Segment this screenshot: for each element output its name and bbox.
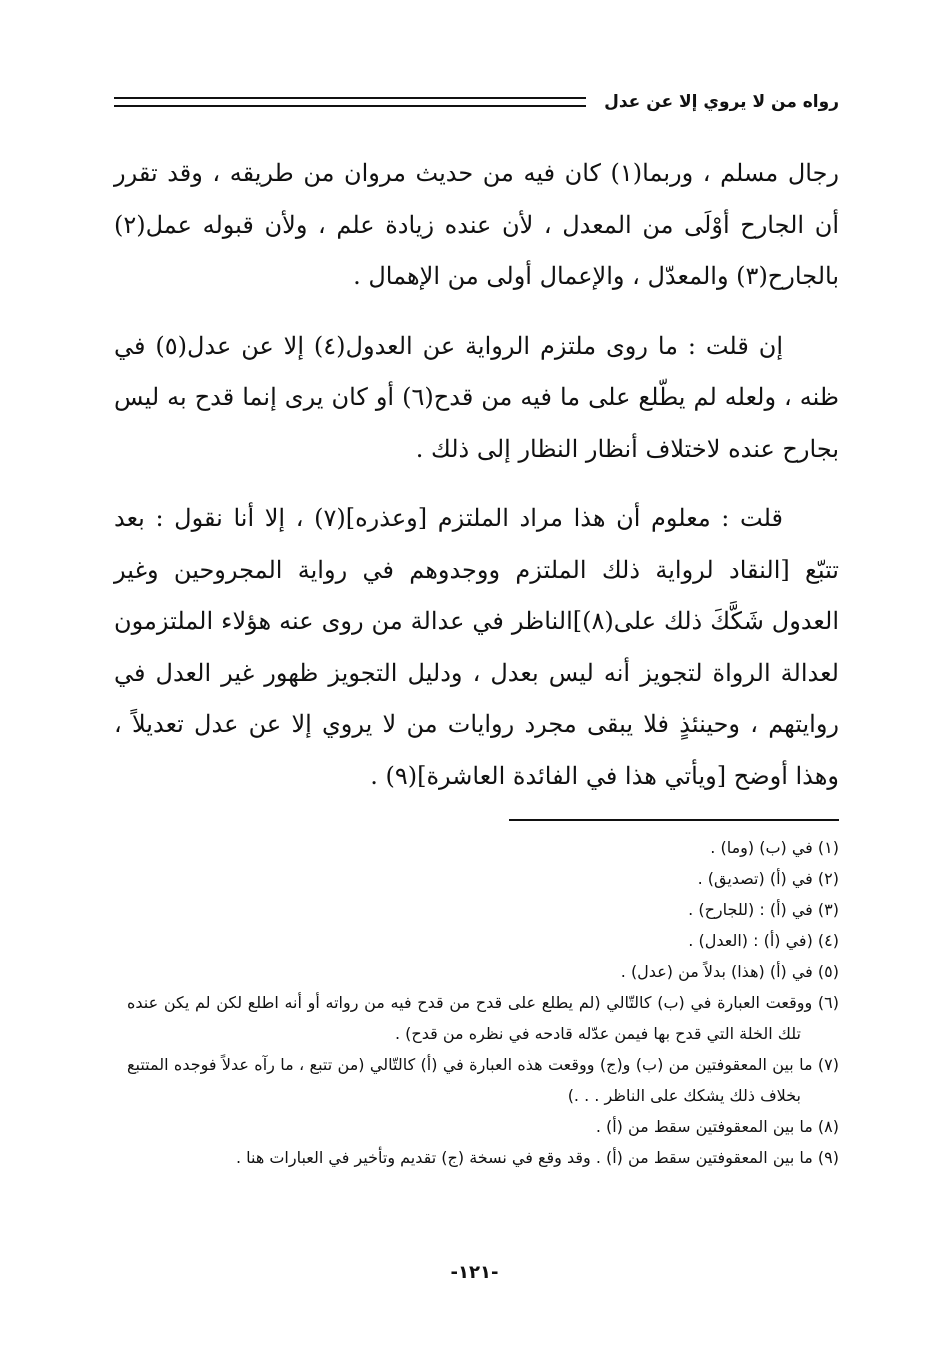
- body-paragraph: رجال مسلم ، وربما(١) كان فيه من حديث مروان من طريقه ، وقد تقرر أن الجارح أوْلَى من المعدل ، لأن عنده زيادة علم ، ولأن قبوله عمل(٢) بالجارح(٣) والمعدّل ، والإعمال أولى من الإهمال .: [114, 159, 839, 290]
- main-text: [114, 148, 839, 820]
- body-paragraph: قلت : معلوم أن هذا مراد الملتزم [وعذره](٧) ، إلا أنا نقول : بعد تتبّع [النقاد لرواية ذلك الملتزم ووجدوهم في رواية المجروحين وغير العدول شَكَّكَ ذلك على(٨)]الناظر في عدالة من روى عنه هؤلاء الملتزمون لعدالة الرواة لتجويز أنه ليس بعدل ، ودليل التجويز ظهور غير العدل في روايتهم ، وحينئذٍ فلا يبقى مجرد روايات من لا يروي إلا عن عدل تعديلاً ، وهذا أوضح [ويأتي هذا في الفائدة العاشرة](٩) .: [114, 504, 839, 790]
- running-title: رواه من لا يروي إلا عن عدل: [604, 92, 839, 112]
- footnote: (١) في (ب) (وما) .: [710, 838, 839, 857]
- header-double-rule: [114, 97, 586, 107]
- running-header: [114, 88, 839, 116]
- footnote: (٩) ما بين المعقوفتين سقط من (أ) . وقد وقع في نسخة (ج) تقديم وتأخير في العبارات هنا .: [235, 1148, 839, 1167]
- footnote: (٦) ووقعت العبارة في (ب) كالتّالي (لم يطلع على قدح من قدح فيه من رواته أو أنه اطلع لكن لم يكن عنده تلك الخلة التي قدح بها فيمن عدّله قادحه في نظره من قدح) .: [127, 993, 839, 1043]
- body-paragraph: إن قلت : ما روى ملتزم الرواية عن العدول(٤) إلا عن عدل(٥) في ظنه ، ولعله لم يطّلع على ما فيه من قدح(٦) أو كان يرى إنما قدح به ليس بجارح عنده لاختلاف أنظار النظار إلى ذلك .: [114, 331, 840, 463]
- footnote-separator: [509, 819, 839, 821]
- footnotes: [127, 832, 839, 1173]
- footnote: (٤) (في (أ) : (العدل) .: [688, 931, 839, 950]
- footnote: (٨) ما بين المعقوفتين سقط من (أ) .: [595, 1117, 839, 1136]
- footnote: (٧) ما بين المعقوفتين من (ب) و(ج) ووقعت هذه العبارة في (أ) كالتّالي (من تتبع ، ما رآه عدلاً فوجده المتتبع بخلاف ذلك يشكك على الناظر . . .): [127, 1055, 839, 1105]
- footnote: (٢) في (أ) (تصديق) .: [697, 869, 839, 888]
- footnote: (٣) في (أ) : (للجارح) .: [688, 900, 839, 919]
- page-number: -١٢١-: [450, 1262, 499, 1283]
- footnote: (٥) في (أ) (هذا) بدلاً من (عدل) .: [620, 962, 839, 981]
